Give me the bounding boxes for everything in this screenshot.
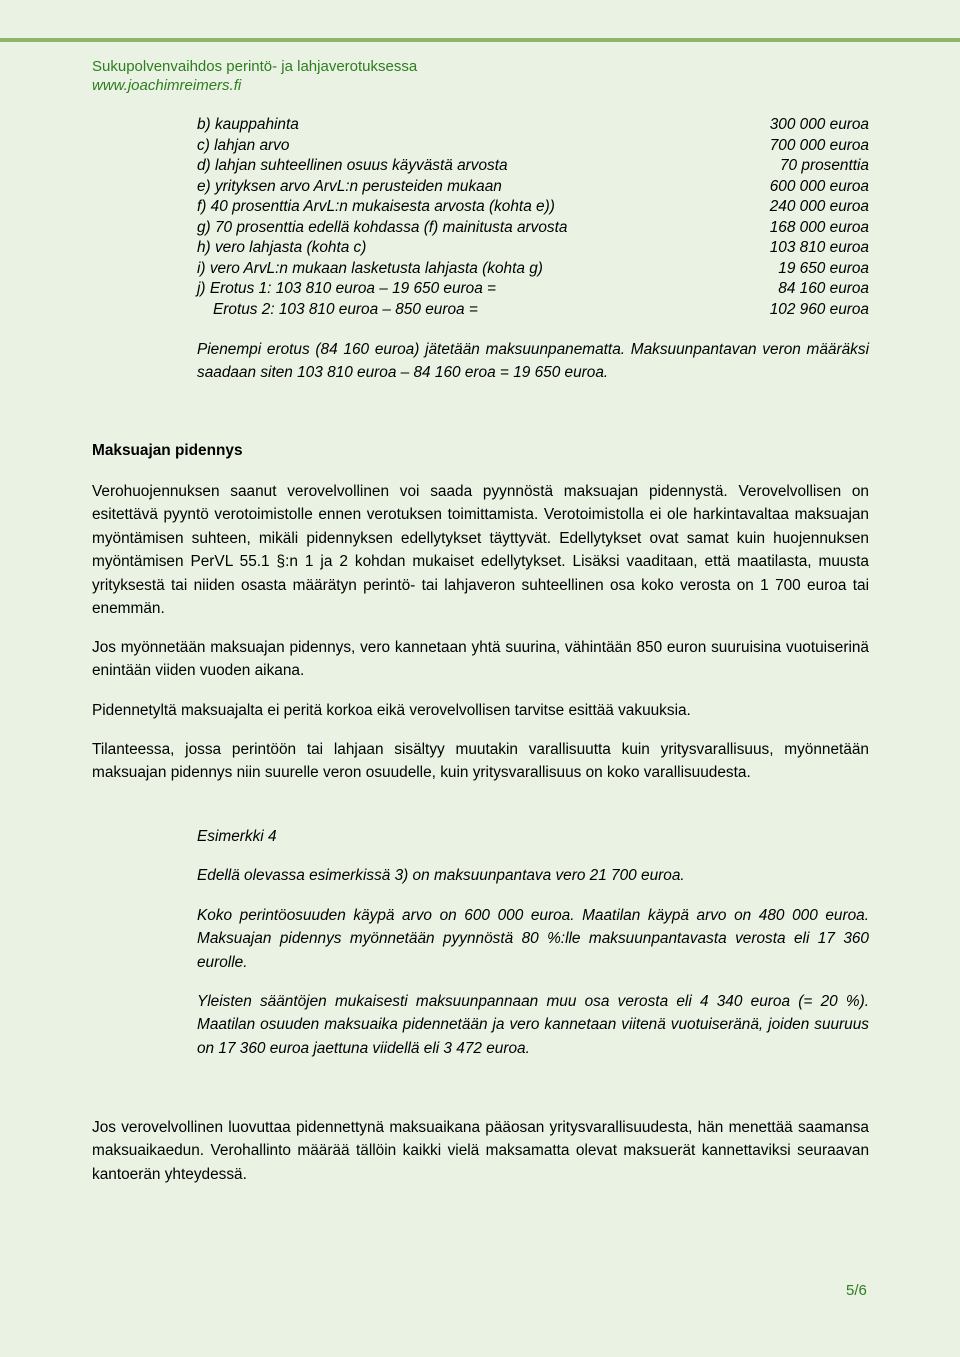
calc-value: 300 000 euroa — [769, 116, 869, 133]
calc-value: 168 000 euroa — [769, 218, 869, 236]
calc-label: e) yrityksen arvo ArvL:n perusteiden mukaan — [197, 177, 502, 195]
header-url[interactable]: www.joachimreimers.fi — [92, 77, 242, 94]
calc-value: 19 650 euroa — [778, 259, 869, 277]
paragraph: Jos myönnetään maksuajan pidennys, vero kannetaan yhtä suurina, vähintään 850 euron suuruisina vuotuiserinä enintään viiden vuoden aikana. — [92, 639, 869, 680]
header-rule — [0, 38, 960, 42]
calc-label: d) lahjan suhteellinen osuus käyvästä arvosta — [197, 157, 508, 174]
calc-value: 600 000 euroa — [769, 177, 869, 195]
paragraph: Tilanteessa, jossa perintöön tai lahjaan sisältyy muutakin varallisuutta kuin yritysvarallisuus, myönnetään maksuajan pidennys niin suurelle veron osuudelle, kuin yritysvarallisuus on koko varallisuudesta. — [92, 741, 869, 782]
calc-value: 103 810 euroa — [769, 239, 869, 256]
calc-value: 70 prosenttia — [780, 157, 869, 174]
calc-row — [197, 136, 869, 157]
calc-label: Erotus 2: 103 810 euroa – 850 euroa = — [213, 300, 478, 318]
paragraph: Pidennetyltä maksuajalta ei peritä korkoa eikä verovelvollisen tarvitse esittää vakuuksia. — [92, 702, 691, 719]
calc-row — [197, 177, 869, 198]
section-heading: Maksuajan pidennys — [92, 442, 243, 459]
calc-label: b) kauppahinta — [197, 116, 299, 133]
calc-row — [197, 238, 869, 259]
example-paragraph: Koko perintöosuuden käypä arvo on 600 000 euroa. Maatilan käypä arvo on 480 000 euroa. Maksuajan pidennys myönnetään pyynnöstä 80 %:lle maksuunpantavasta verosta eli 17 360 eurolle. — [197, 907, 869, 971]
calc-row — [197, 197, 869, 218]
example-paragraph: Yleisten sääntöjen mukaisesti maksuunpannaan muu osa verosta eli 4 340 euroa (= 20 %). Maatilan osuuden maksuaika pidennetään ja vero kannetaan viitenä vuotuiseränä, joiden suuruus on 17 360 euroa jaettuna viidellä eli 3 472 euroa. — [197, 993, 869, 1057]
calc-row — [197, 300, 869, 321]
final-paragraph: Jos verovelvollinen luovuttaa pidennettynä maksuaikana pääosan yritysvarallisuudesta, hän menettää saamansa maksuaikaedun. Verohallinto määrää tällöin kaikki vielä maksamatta olevat maksuerät kannettaviksi seuraavan kantoerän yhteydessä. — [92, 1119, 869, 1183]
calc-label: j) Erotus 1: 103 810 euroa – 19 650 euroa = — [197, 280, 497, 297]
calc-value: 102 960 euroa — [769, 300, 869, 318]
calc-row — [197, 156, 869, 177]
calc-row — [197, 259, 869, 280]
calc-label: i) vero ArvL:n mukaan lasketusta lahjasta (kohta g) — [197, 259, 543, 277]
page-number: 5/6 — [846, 1282, 867, 1299]
calc-row — [197, 115, 869, 136]
calc-label: g) 70 prosenttia edellä kohdassa (f) mainitusta arvosta — [197, 218, 568, 236]
calc-value: 240 000 euroa — [769, 198, 869, 215]
calc-label: h) vero lahjasta (kohta c) — [197, 239, 367, 256]
page-header — [92, 57, 417, 95]
header-title: Sukupolvenvaihdos perintö- ja lahjaverotuksessa — [92, 58, 418, 75]
calc-note: Pienempi erotus (84 160 euroa) jätetään maksuunpanematta. Maksuunpantavan veron määräksi saadaan siten 103 810 euroa – 84 160 eroa = 19 650 euroa. — [197, 341, 869, 382]
calc-row — [197, 279, 869, 300]
calc-label: f) 40 prosenttia ArvL:n mukaisesta arvosta (kohta e)) — [197, 198, 555, 215]
calc-label: c) lahjan arvo — [197, 136, 290, 154]
calculation-list — [197, 115, 869, 320]
example-paragraph: Edellä olevassa esimerkissä 3) on maksuunpantava vero 21 700 euroa. — [197, 867, 685, 884]
calc-row — [197, 218, 869, 239]
example-title: Esimerkki 4 — [197, 828, 277, 845]
paragraph: Verohuojennuksen saanut verovelvollinen voi saada pyynnöstä maksuajan pidennystä. Verovelvollisen on esitettävä pyyntö verotoimistolle ennen verotuksen toimittamista. Verotoimistolla ei ole harkintavaltaa maksuajan myöntämisen suhteen, mikäli pidennyksen edellytykset täyttyvät. Edellytykset ovat samat kuin huojennuksen myöntämisen PerVL 55.1 §:n 1 ja 2 kohdan mukaiset edellytykset. Lisäksi vaaditaan, että maatilasta, muusta yrityksestä tai niiden osasta määrätyn perintö- tai lahjaveron suhteellinen osa koko verosta on 1 700 euroa tai enemmän. — [92, 483, 869, 618]
calc-value: 84 160 euroa — [778, 280, 869, 297]
calc-value: 700 000 euroa — [769, 136, 869, 154]
